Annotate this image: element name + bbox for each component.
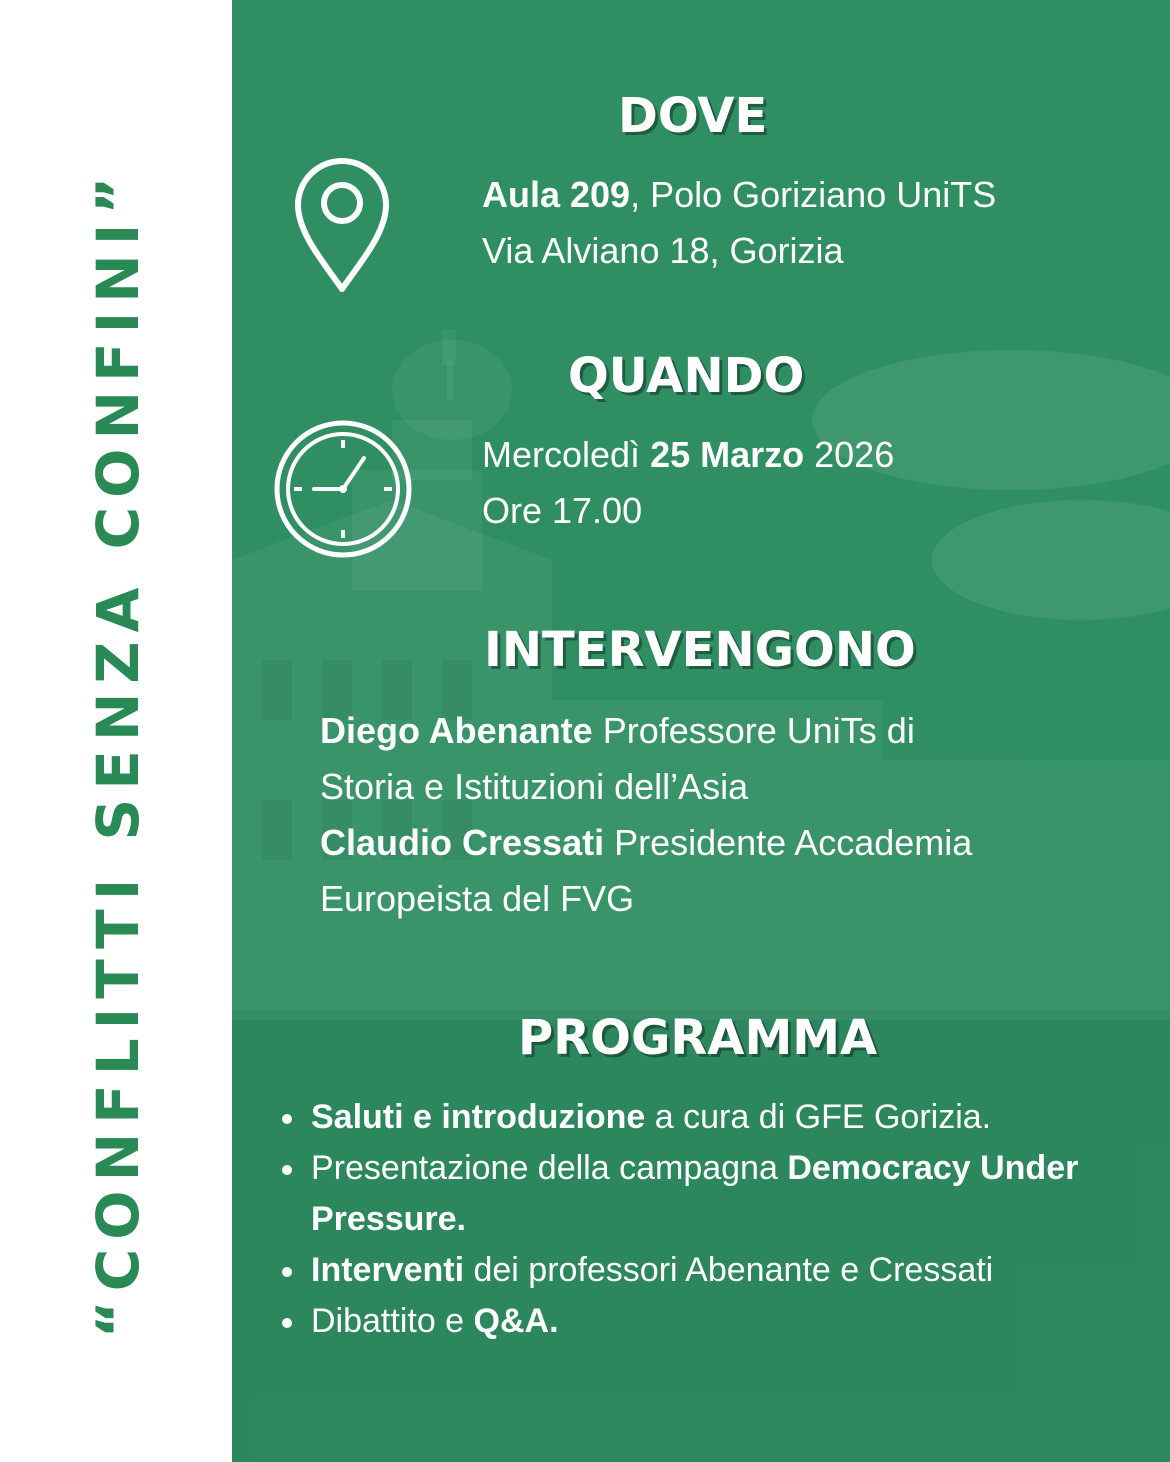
item-text: dei professori Abenante e Cressati (464, 1251, 994, 1289)
item-bold: Saluti e introduzione (311, 1098, 646, 1136)
quando-date-bold: 25 Marzo (650, 434, 805, 475)
item-text: Presentazione della campagna (311, 1149, 788, 1187)
dove-address: Via Alviano 18, Gorizia (482, 230, 844, 271)
dove-heading: DOVE (618, 88, 768, 144)
item-text: Dibattito e (311, 1302, 474, 1340)
quando-day: Mercoledì (482, 434, 651, 475)
speaker-2-name: Claudio Cressati (320, 822, 605, 863)
intervengono-heading: INTERVENGONO (484, 622, 916, 678)
speaker-1-line2: Storia e Istituzioni dell’Asia (320, 766, 749, 807)
programma-list (282, 1092, 1142, 1347)
list-item (282, 1245, 1142, 1296)
item-bold: Democracy Under Pressure. (311, 1149, 1079, 1238)
location-pin-icon (290, 155, 394, 295)
speaker-2-line2: Europeista del FVG (320, 878, 635, 919)
dove-place-bold: Aula 209 (482, 174, 631, 215)
item-bold: Q&A. (473, 1302, 559, 1340)
list-item (282, 1296, 1142, 1347)
speaker-1-name: Diego Abenante (320, 710, 593, 751)
speaker-1-line1 (320, 703, 915, 759)
quando-time: Ore 17.00 (482, 490, 643, 531)
dove-place (482, 167, 996, 223)
speaker-2-line1 (320, 815, 972, 871)
quando-year: 2026 (804, 434, 895, 475)
list-item (282, 1092, 1142, 1143)
item-bold: Interventi (311, 1251, 465, 1289)
speaker-1-role: Professore UniTs di (592, 710, 915, 751)
dove-place-rest: , Polo Goriziano UniTS (630, 174, 997, 215)
clock-icon (272, 418, 414, 560)
speaker-2-role: Presidente Accademia (604, 822, 973, 863)
event-title: “CONFLITTI SENZA CONFINI” (84, 167, 152, 1339)
side-band (0, 0, 232, 1462)
item-text: a cura di GFE Gorizia. (645, 1098, 992, 1136)
list-item (282, 1143, 1142, 1245)
quando-date (482, 427, 894, 483)
quando-heading: QUANDO (568, 348, 805, 404)
programma-heading: PROGRAMMA (518, 1010, 878, 1066)
